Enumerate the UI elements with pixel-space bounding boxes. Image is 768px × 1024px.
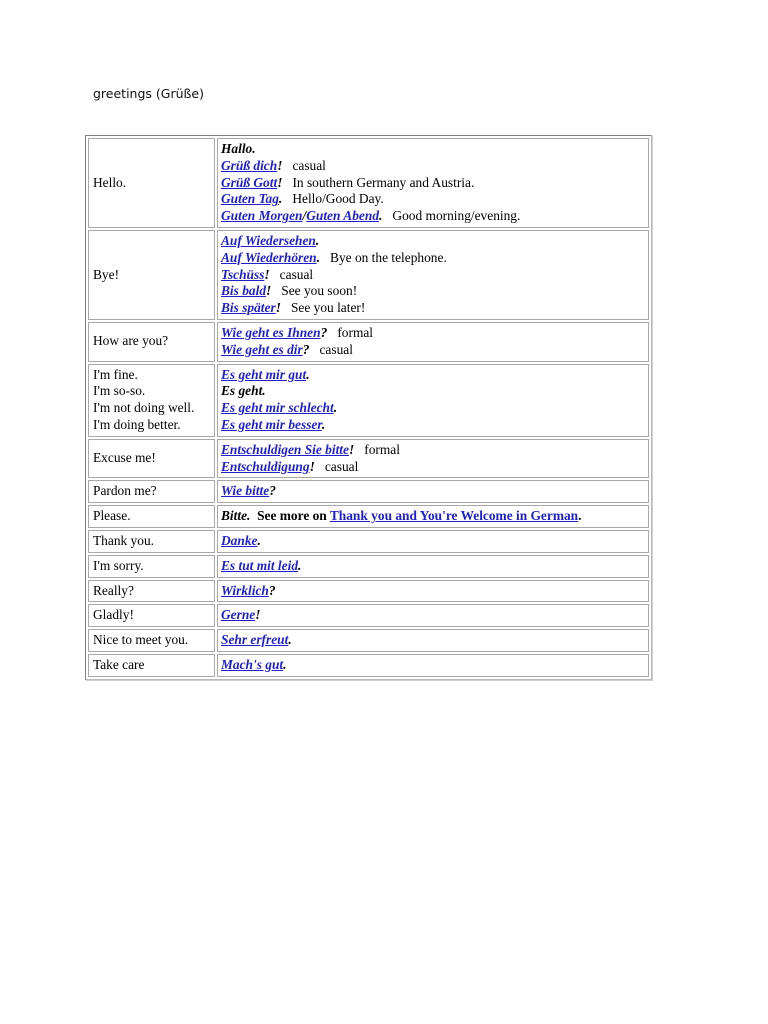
phrase-table [86,136,651,679]
english-phrase-cell [88,230,215,320]
phrase-text: See more on [250,508,330,524]
german-phrase-line [221,607,644,624]
english-phrase: I'm fine. [93,366,138,382]
german-phrase-cell [217,580,649,603]
german-phrase-line [221,250,644,267]
english-phrase: Pardon me? [93,483,157,499]
phrase-text: Bitte. [221,508,251,524]
phrase-table-body [88,138,649,677]
phrase-text: ? [269,483,276,499]
english-phrase: I'm so-so. [93,383,146,399]
phrase-text: ! [348,441,355,457]
phrase-text: ! [255,607,261,623]
german-phrase-line [221,533,644,550]
german-phrase-line [221,141,644,158]
phrase-text: . [379,208,383,224]
english-phrase: I'm doing better. [93,416,181,432]
english-phrase: Bye! [93,266,120,282]
english-phrase: I'm sorry. [93,557,144,573]
phrase-text: ? [302,341,310,357]
phrase-text: ! [277,157,283,173]
table-row [88,604,649,627]
phrase-text: Hallo. [221,141,256,156]
english-phrase-cell [88,530,215,553]
english-phrase-cell [88,629,215,652]
german-phrase-link[interactable]: Auf Wiederhören [221,249,317,265]
page-heading: greetings (Grüße) [93,86,204,101]
german-phrase-link[interactable]: Thank you and You're Welcome in German [329,508,579,524]
table-row [88,364,649,437]
german-phrase-line [221,383,644,400]
phrase-text: / [302,208,307,224]
phrase-text: . [257,532,261,548]
english-phrase-cell [88,580,215,603]
table-row [88,654,649,677]
german-phrase-line [221,342,644,359]
english-phrase-cell [88,439,215,479]
english-phrase: Take care [93,656,145,672]
phrase-text: ! [309,458,315,474]
phrase-text: . [316,249,320,265]
german-phrase-link[interactable]: Entschuldigen Sie bitte [221,441,349,457]
german-phrase-cell [217,654,649,677]
english-phrase: Really? [93,582,134,598]
german-phrase-line [221,300,644,317]
german-phrase-link[interactable]: Bis später [221,300,276,316]
english-phrase: Please. [93,508,131,524]
english-phrase: I'm not doing well. [93,400,195,416]
table-row [88,530,649,553]
german-phrase-line [221,175,644,192]
phrase-text: . [306,366,310,382]
german-phrase-link[interactable]: Wie geht es Ihnen [221,324,321,340]
german-phrase-line [221,367,644,384]
phrase-text: ! [266,283,272,299]
german-phrase-cell [217,230,649,320]
german-phrase-link[interactable]: Wie bitte [221,483,270,499]
german-phrase-link[interactable]: Gerne [221,607,256,623]
german-phrase-link[interactable]: Entschuldigung [221,458,310,474]
german-phrase-line [221,158,644,175]
german-phrase-line [221,459,644,476]
phrase-text: Es geht. [221,383,266,399]
english-phrase-cell [88,604,215,627]
english-phrase-cell [88,555,215,578]
usage-note: Bye on the telephone. [319,249,447,265]
table-row [88,580,649,603]
german-phrase-line [221,483,644,500]
german-phrase-line [221,657,644,674]
usage-note: In southern Germany and Austria. [282,174,475,190]
table-row [88,629,649,652]
german-phrase-cell [217,555,649,578]
german-phrase-link[interactable]: Auf Wiedersehen [221,232,316,248]
usage-note: Good morning/evening. [382,208,521,224]
german-phrase-link[interactable]: Guten Abend [306,208,380,224]
german-phrase-cell [217,629,649,652]
table-row [88,480,649,503]
english-phrase-cell [88,322,215,362]
german-phrase-cell [217,322,649,362]
english-phrase: Nice to meet you. [93,632,189,648]
german-phrase-line [221,233,644,250]
phrase-text: . [315,232,320,248]
english-phrase-cell [88,505,215,528]
phrase-text: ! [264,266,270,282]
phrase-text: . [333,400,338,416]
phrase-text: ? [268,582,276,598]
english-phrase: Hello. [93,174,127,190]
usage-note: formal [327,324,374,340]
german-phrase-link[interactable]: Mach's gut [221,656,284,672]
german-phrase-line [221,558,644,575]
german-phrase-link[interactable]: Sehr erfreut [221,632,289,648]
german-phrase-line [221,583,644,600]
german-phrase-link[interactable]: Wie geht es dir [221,341,303,357]
german-phrase-cell [217,439,649,479]
phrase-text: . [298,557,302,573]
usage-note: casual [309,341,353,357]
table-row [88,230,649,320]
german-phrase-cell [217,505,649,528]
german-phrase-link[interactable]: Grüß dich [221,157,278,173]
german-phrase-line [221,400,644,417]
usage-note: See you later! [280,300,366,316]
german-phrase-line [221,208,644,225]
usage-note: casual [314,458,359,474]
german-phrase-line [221,283,644,300]
phrase-text: ! [275,300,281,316]
phrase-table-frame [85,135,652,680]
german-phrase-line [221,508,644,525]
usage-note: See you soon! [271,283,358,299]
german-phrase-cell [217,138,649,228]
german-phrase-cell [217,364,649,437]
german-phrase-link[interactable]: Es tut mit leid [221,557,299,573]
german-phrase-link[interactable]: Danke [221,532,258,548]
german-phrase-line [221,267,644,284]
german-phrase-link[interactable]: Guten Tag [221,191,279,207]
german-phrase-cell [217,530,649,553]
table-row [88,439,649,479]
phrase-text: . [283,656,287,672]
english-phrase: Excuse me! [93,450,156,466]
english-phrase: Gladly! [93,607,134,623]
german-phrase-link[interactable]: Tschüss [221,266,265,282]
phrase-text: ! [277,174,283,190]
phrase-text: . [288,632,292,648]
german-phrase-link[interactable]: Grüß Gott [221,174,278,190]
german-phrase-cell [217,480,649,503]
table-row [88,322,649,362]
german-phrase-link[interactable]: Bis bald [221,283,267,299]
german-phrase-link[interactable]: Guten Morgen [221,208,303,224]
english-phrase: Thank you. [93,532,154,548]
english-phrase-cell [88,480,215,503]
usage-note: casual [282,157,326,173]
phrase-text: . [278,191,283,207]
german-phrase-cell [217,604,649,627]
phrase-text: . [578,508,582,524]
english-phrase-cell [88,654,215,677]
usage-note: formal [354,441,400,457]
table-row [88,505,649,528]
german-phrase-line [221,325,644,342]
german-phrase-line [221,417,644,434]
usage-note: Hello/Good Day. [282,191,384,207]
german-phrase-link[interactable]: Es geht mir schlecht [221,400,334,416]
table-row [88,138,649,228]
german-phrase-link[interactable]: Es geht mir gut [221,366,307,382]
english-phrase-cell [88,138,215,228]
phrase-text: ? [320,324,328,340]
german-phrase-line [221,442,644,459]
table-row [88,555,649,578]
german-phrase-link[interactable]: Wirklich [221,582,269,598]
usage-note: casual [269,266,314,282]
german-phrase-line [221,632,644,649]
english-phrase-cell [88,364,215,437]
english-phrase: How are you? [93,333,169,349]
german-phrase-link[interactable]: Es geht mir besser [221,416,322,432]
phrase-text: . [321,416,326,432]
german-phrase-line [221,191,644,208]
